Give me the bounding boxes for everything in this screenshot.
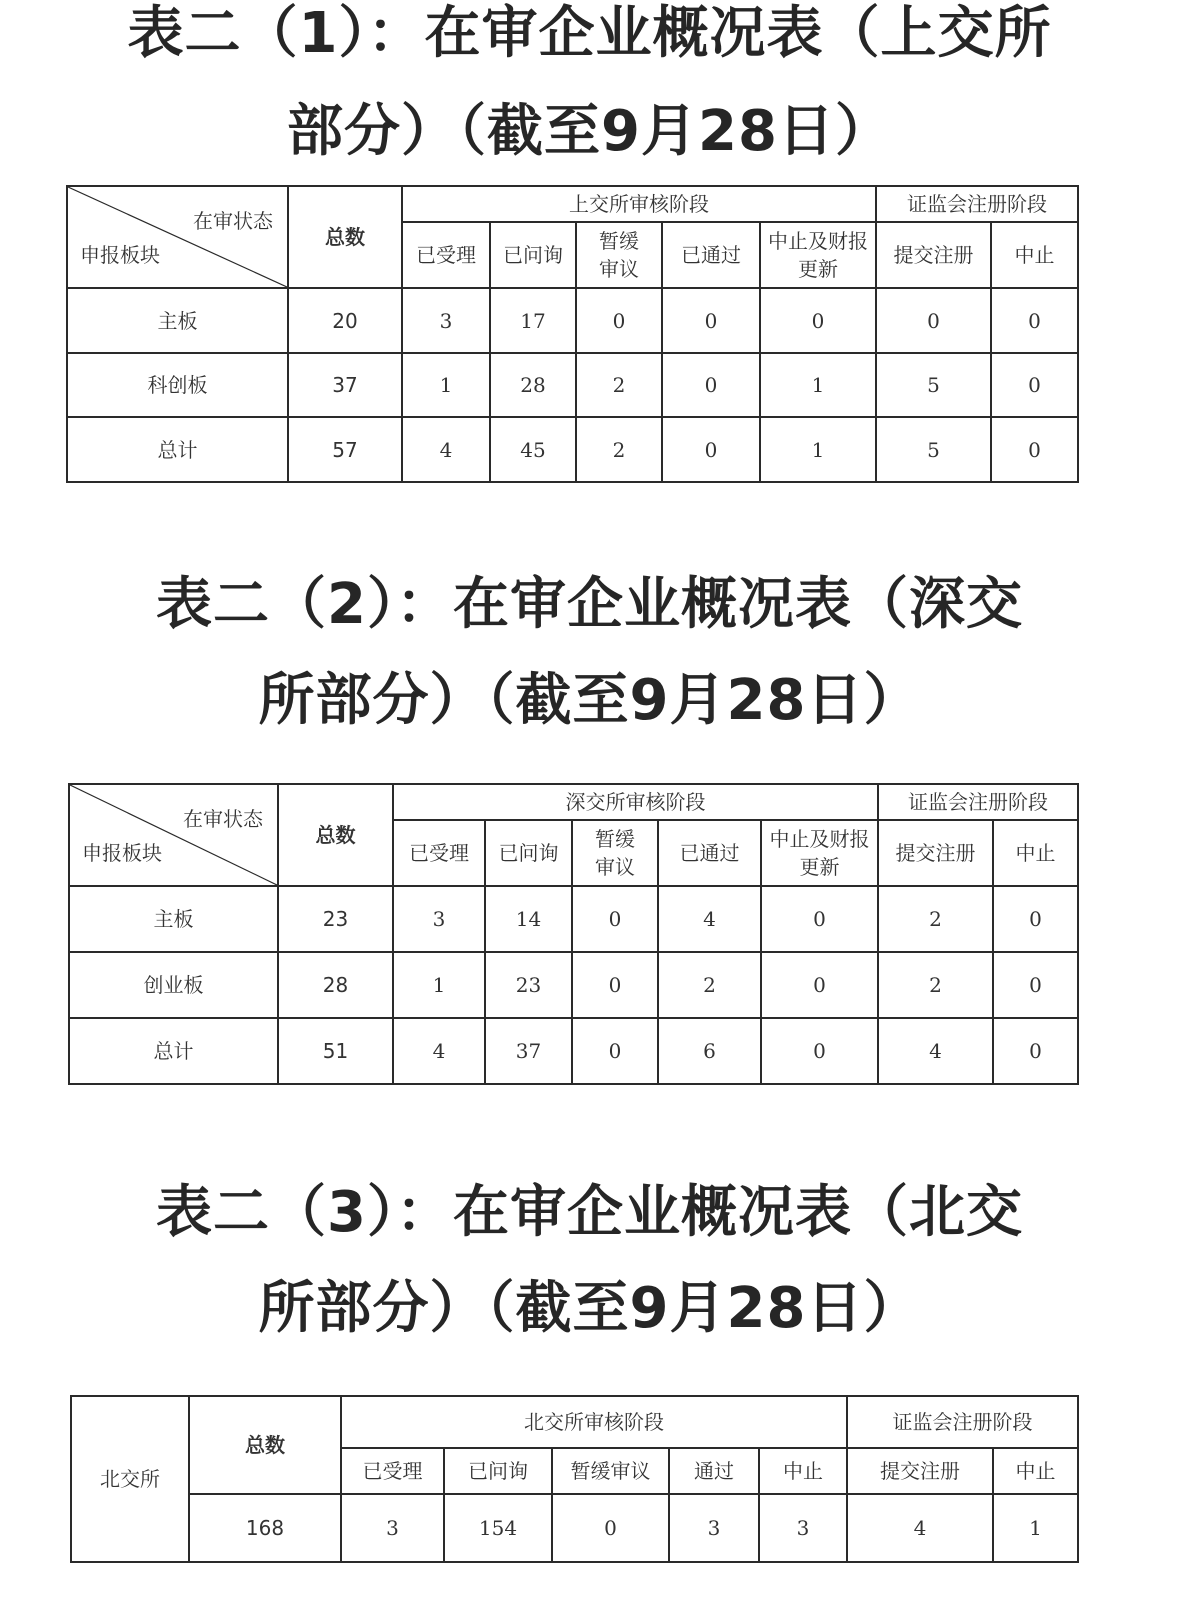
cell: 0	[993, 952, 1078, 1018]
cell: 1	[760, 417, 876, 482]
table1-subheader: 提交注册	[876, 222, 991, 288]
table2-subheader: 提交注册	[878, 820, 993, 886]
row-total: 51	[278, 1018, 393, 1084]
table2-subheader: 已受理	[393, 820, 485, 886]
cell: 4	[393, 1018, 485, 1084]
cell: 6	[658, 1018, 761, 1084]
row-label: 主板	[69, 886, 278, 952]
cell: 3	[341, 1494, 444, 1562]
cell: 2	[878, 952, 993, 1018]
table2-total-header: 总数	[278, 784, 393, 886]
table1-subheader: 暂缓审议	[576, 222, 662, 288]
cell: 1	[760, 353, 876, 417]
table-row	[69, 886, 1078, 952]
cell: 37	[485, 1018, 572, 1084]
table2-review-stage-header: 深交所审核阶段	[393, 784, 878, 820]
table-row	[69, 1018, 1078, 1084]
table3-subheader: 中止	[759, 1448, 847, 1494]
table1-total-header: 总数	[288, 186, 402, 288]
cell: 14	[485, 886, 572, 952]
row-label: 总计	[69, 1018, 278, 1084]
cell: 23	[485, 952, 572, 1018]
table3-title-line1: 表二（3）：在审企业概况表（北交	[156, 1180, 1023, 1245]
table2-title-line2: 所部分）（截至9月28日）	[258, 668, 921, 733]
table-row	[71, 1494, 1078, 1562]
table3-subheader: 通过	[669, 1448, 759, 1494]
cell: 5	[876, 353, 991, 417]
row-total: 20	[288, 288, 402, 353]
table1-status-label: 在审状态	[193, 209, 273, 233]
cell: 0	[761, 952, 878, 1018]
cell: 0	[662, 417, 760, 482]
row-label: 主板	[67, 288, 288, 353]
table1-title-line2: 部分）（截至9月28日）	[287, 99, 892, 164]
cell: 4	[402, 417, 490, 482]
table1-subheader: 已通过	[662, 222, 760, 288]
table2-corner-header	[69, 784, 278, 886]
table1-board-label: 申报板块	[80, 243, 160, 267]
cell: 3	[402, 288, 490, 353]
table1-register-stage-header: 证监会注册阶段	[876, 186, 1078, 222]
table1-review-stage-header: 上交所审核阶段	[402, 186, 876, 222]
cell: 0	[761, 1018, 878, 1084]
table2-subheader: 已通过	[658, 820, 761, 886]
table1-subheader: 中止及财报更新	[760, 222, 876, 288]
table1-corner-header	[67, 186, 288, 288]
cell: 1	[993, 1494, 1078, 1562]
row-total: 28	[278, 952, 393, 1018]
table2-register-stage-header: 证监会注册阶段	[878, 784, 1078, 820]
cell: 0	[572, 952, 658, 1018]
cell: 28	[490, 353, 576, 417]
table3-total-header: 总数	[189, 1396, 341, 1494]
row-label: 科创板	[67, 353, 288, 417]
cell: 0	[991, 288, 1078, 353]
cell: 5	[876, 417, 991, 482]
cell: 45	[490, 417, 576, 482]
table-row	[67, 417, 1078, 482]
cell: 17	[490, 288, 576, 353]
table3-subheader: 暂缓审议	[552, 1448, 669, 1494]
cell: 3	[393, 886, 485, 952]
cell: 2	[878, 886, 993, 952]
cell: 0	[662, 353, 760, 417]
cell: 3	[759, 1494, 847, 1562]
row-total: 57	[288, 417, 402, 482]
table1-subheader: 已问询	[490, 222, 576, 288]
table1-sse	[66, 185, 1079, 483]
table2-subheader: 中止	[993, 820, 1078, 886]
cell: 0	[572, 886, 658, 952]
row-total: 37	[288, 353, 402, 417]
cell: 0	[576, 288, 662, 353]
table3-bse	[70, 1395, 1079, 1563]
cell: 3	[669, 1494, 759, 1562]
cell: 0	[760, 288, 876, 353]
table2-subheader: 暂缓审议	[572, 820, 658, 886]
table-row	[69, 952, 1078, 1018]
row-label: 创业板	[69, 952, 278, 1018]
table2-subheader: 已问询	[485, 820, 572, 886]
table3-subheader: 已受理	[341, 1448, 444, 1494]
table1-title-line1: 表二（1）：在审企业概况表（上交所	[127, 1, 1052, 66]
cell: 0	[662, 288, 760, 353]
table-row	[67, 288, 1078, 353]
table2-title-line1: 表二（2）：在审企业概况表（深交	[156, 572, 1023, 637]
row-label: 总计	[67, 417, 288, 482]
cell: 2	[658, 952, 761, 1018]
cell: 4	[847, 1494, 993, 1562]
table3-review-stage-header: 北交所审核阶段	[341, 1396, 847, 1448]
cell: 0	[993, 886, 1078, 952]
row-total: 168	[189, 1494, 341, 1562]
table-row	[67, 353, 1078, 417]
cell: 4	[878, 1018, 993, 1084]
table3-subheader: 提交注册	[847, 1448, 993, 1494]
cell: 0	[876, 288, 991, 353]
cell: 0	[993, 1018, 1078, 1084]
cell: 4	[658, 886, 761, 952]
table2-szse	[68, 783, 1079, 1085]
table3-subheader: 中止	[993, 1448, 1078, 1494]
cell: 0	[572, 1018, 658, 1084]
cell: 0	[761, 886, 878, 952]
table2-board-label: 申报板块	[82, 841, 162, 865]
cell: 1	[393, 952, 485, 1018]
row-total: 23	[278, 886, 393, 952]
cell: 0	[991, 417, 1078, 482]
table2-status-label: 在审状态	[183, 807, 263, 831]
cell: 2	[576, 353, 662, 417]
cell: 0	[991, 353, 1078, 417]
table1-subheader: 中止	[991, 222, 1078, 288]
cell: 0	[552, 1494, 669, 1562]
cell: 154	[444, 1494, 552, 1562]
table3-register-stage-header: 证监会注册阶段	[847, 1396, 1078, 1448]
table1-subheader: 已受理	[402, 222, 490, 288]
table3-title-line2: 所部分）（截至9月28日）	[258, 1276, 921, 1341]
table3-subheader: 已问询	[444, 1448, 552, 1494]
cell: 1	[402, 353, 490, 417]
cell: 2	[576, 417, 662, 482]
table2-subheader: 中止及财报更新	[761, 820, 878, 886]
table3-row-label: 北交所	[71, 1396, 189, 1562]
